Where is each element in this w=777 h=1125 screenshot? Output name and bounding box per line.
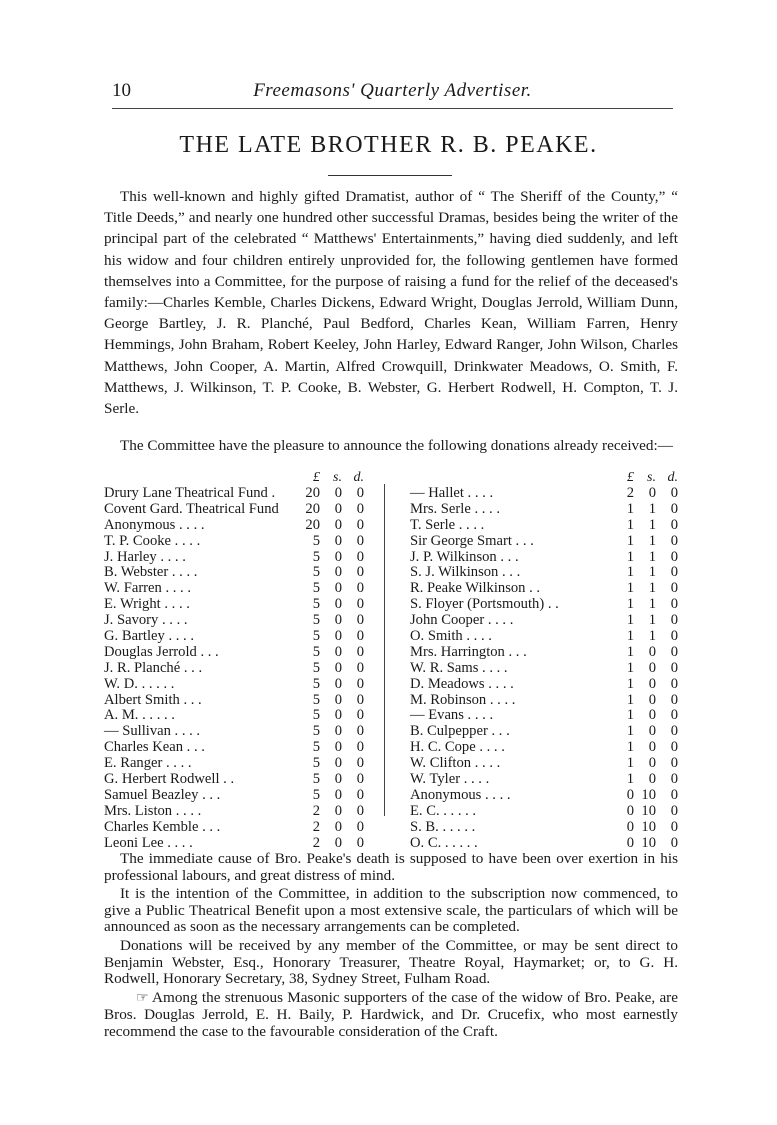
donation-shillings: 10	[641, 818, 656, 835]
donation-pounds: 1	[626, 643, 634, 660]
donation-pence: 0	[670, 612, 678, 629]
donor-name: E. Wright . . . .	[104, 596, 190, 613]
donation-pounds: 1	[626, 659, 634, 676]
donation-pence: 0	[670, 548, 678, 565]
donation-shillings: 0	[648, 485, 656, 501]
donation-shillings: 0	[648, 691, 656, 708]
donation-row	[410, 820, 678, 836]
donation-shillings: 0	[334, 834, 342, 851]
donation-pence: 0	[356, 612, 364, 629]
donation-pounds: 0	[626, 834, 634, 851]
donation-pounds: 0	[626, 786, 634, 803]
donation-row	[104, 756, 364, 772]
donation-row	[104, 804, 364, 820]
donation-shillings: 10	[641, 834, 656, 851]
donation-pounds: 5	[312, 723, 320, 740]
donation-pence: 0	[670, 485, 678, 501]
donation-row	[104, 661, 364, 677]
donation-pounds: 1	[626, 739, 634, 756]
committee-paragraph	[104, 437, 678, 454]
donor-name: E. C. . . . . .	[410, 802, 477, 819]
supporters-note	[104, 990, 678, 1041]
donation-pence: 0	[670, 643, 678, 660]
intro-text: This well-known and highly gifted Dramatist, author of “ The Sheriff of the County,” “ Title Deeds,” and nearly one hundred other successful Dramas, besides being the writer of the principal part of the celebrated “ Matthews' Entertainments,” having died suddenly, and left his widow and four children entirely unprovided for, the following gentlemen have formed themselves into a Committee, for the purpose of raising a fund for the relief of the deceased's family:—Charles Kemble, Charles Dickens, Edward Wright, Douglas Jerrold, William Dunn, George Bartley, J. R. Planché, Paul Bedford, Charles Kean, William Farren, Henry Hemmings, John Braham, Robert Keeley, John Harley, Edward Ranger, John Wilson, Charles Matthews, John Cooper, A. Martin, Alfred Crowquill, Drinkwater Meadows, O. Smith, F. Matthews, J. Wilkinson, T. P. Cooke, B. Webster, G. Herbert Rodwell, H. Compton, T. J. Serle.	[104, 188, 678, 418]
donation-shillings: 0	[334, 628, 342, 645]
donation-shillings: 0	[334, 548, 342, 565]
donor-name: R. Peake Wilkinson . .	[410, 580, 541, 597]
donation-pounds: 1	[626, 516, 634, 533]
donation-shillings: 0	[334, 500, 342, 517]
donor-name: Sir George Smart . . .	[410, 532, 534, 549]
donation-shillings: 0	[334, 580, 342, 597]
donation-pounds: 1	[626, 612, 634, 629]
donation-pence: 0	[670, 723, 678, 740]
donation-pence: 0	[356, 707, 364, 724]
donation-pence: 0	[356, 818, 364, 835]
donation-row	[104, 565, 364, 581]
donation-row	[104, 518, 364, 534]
donor-name: — Sullivan . . . .	[104, 723, 201, 740]
donation-pounds: 1	[626, 532, 634, 549]
donation-pence: 0	[356, 548, 364, 565]
donation-pence: 0	[356, 564, 364, 581]
donor-name: W. Farren . . . .	[104, 580, 192, 597]
donation-shillings: 0	[334, 771, 342, 788]
donation-shillings: 1	[648, 564, 656, 581]
donation-pounds: 1	[626, 596, 634, 613]
donation-pounds: 1	[626, 691, 634, 708]
donation-pounds: 20	[305, 485, 320, 501]
donor-name: Douglas Jerrold . . .	[104, 643, 219, 660]
donation-pounds: 1	[626, 628, 634, 645]
donation-pounds: 5	[312, 612, 320, 629]
donor-name: B. Webster . . . .	[104, 564, 198, 581]
donation-shillings: 0	[334, 612, 342, 629]
donation-pounds: 5	[312, 675, 320, 692]
donation-shillings: 0	[334, 516, 342, 533]
donor-name: S. J. Wilkinson . . .	[410, 564, 521, 581]
donation-pence: 0	[356, 786, 364, 803]
donation-shillings: 0	[648, 707, 656, 724]
donation-shillings: 0	[334, 707, 342, 724]
donation-shillings: 1	[648, 548, 656, 565]
donation-shillings: 1	[648, 596, 656, 613]
intro-paragraph	[104, 186, 678, 419]
donor-name: J. Savory . . . .	[104, 612, 188, 629]
donation-shillings: 10	[641, 802, 656, 819]
donation-row	[104, 772, 364, 788]
donor-name: Covent Gard. Theatrical Fund	[104, 500, 279, 517]
donation-shillings: 1	[648, 500, 656, 517]
donation-shillings: 1	[648, 532, 656, 549]
donor-name: T. Serle . . . .	[410, 516, 485, 533]
donation-shillings: 0	[648, 675, 656, 692]
donor-name: J. P. Wilkinson . . .	[410, 548, 519, 565]
donation-shillings: 0	[334, 786, 342, 803]
donation-pounds: 2	[312, 818, 320, 835]
article-title: THE LATE BROTHER R. B. PEAKE.	[179, 132, 598, 158]
donation-pounds: 5	[312, 691, 320, 708]
donations-left-column	[104, 470, 364, 851]
closing-paragraph: Donations will be received by any member of the Committee, or may be sent direct to Benjamin Webster, Esq., Honorary Treasurer, Theatre Royal, Haymarket; or, to G. H. Rodwell, Honorary Secretary, 38, Sydney Street, Fulham Road.	[104, 936, 678, 988]
donation-row	[410, 693, 678, 709]
donor-name: G. Bartley . . . .	[104, 628, 194, 645]
donation-pence: 0	[670, 580, 678, 597]
donor-name: Charles Kemble . . .	[104, 818, 221, 835]
donation-shillings: 1	[648, 516, 656, 533]
donation-row	[104, 613, 364, 629]
donation-row	[104, 693, 364, 709]
donor-name: A. M. . . . . .	[104, 707, 175, 724]
donation-pounds: 5	[312, 786, 320, 803]
pounds-header: £	[627, 470, 634, 485]
donation-row	[410, 486, 678, 502]
running-head	[112, 80, 673, 104]
donor-name: Mrs. Liston . . . .	[104, 802, 202, 819]
donor-name: Drury Lane Theatrical Fund .	[104, 485, 276, 501]
donation-row	[410, 661, 678, 677]
donation-row	[104, 788, 364, 804]
donation-pence: 0	[356, 771, 364, 788]
donation-shillings: 0	[334, 723, 342, 740]
donation-pence: 0	[356, 834, 364, 851]
page-number: 10	[112, 80, 131, 101]
donation-shillings: 0	[334, 596, 342, 613]
donation-shillings: 0	[648, 755, 656, 772]
donation-row	[104, 740, 364, 756]
donation-shillings: 0	[334, 485, 342, 501]
donation-row	[104, 645, 364, 661]
donation-pence: 0	[356, 628, 364, 645]
donation-pence: 0	[356, 516, 364, 533]
shillings-header: s.	[333, 470, 342, 485]
donation-pounds: 5	[312, 643, 320, 660]
donation-shillings: 0	[334, 818, 342, 835]
donation-row	[410, 645, 678, 661]
donation-pounds: 20	[305, 516, 320, 533]
currency-header	[104, 470, 364, 486]
donation-shillings: 0	[334, 755, 342, 772]
donation-shillings: 1	[648, 612, 656, 629]
donation-pounds: 5	[312, 548, 320, 565]
donation-pence: 0	[356, 485, 364, 501]
donation-shillings: 0	[334, 564, 342, 581]
donation-shillings: 0	[334, 675, 342, 692]
donor-name: W. R. Sams . . . .	[410, 659, 508, 676]
donation-row	[410, 724, 678, 740]
donation-row	[410, 708, 678, 724]
donation-row	[104, 708, 364, 724]
donor-name: S. Floyer (Portsmouth) . .	[410, 596, 559, 613]
donor-name: S. B. . . . . .	[410, 818, 476, 835]
donation-pounds: 1	[626, 755, 634, 772]
donation-row	[410, 597, 678, 613]
donation-pounds: 5	[312, 659, 320, 676]
donation-pounds: 5	[312, 564, 320, 581]
donation-row	[104, 597, 364, 613]
donation-row	[410, 581, 678, 597]
donation-row	[410, 804, 678, 820]
donation-row	[104, 629, 364, 645]
donation-pounds: 5	[312, 707, 320, 724]
donation-pounds: 1	[626, 564, 634, 581]
header-rule	[112, 108, 673, 109]
donation-row	[410, 613, 678, 629]
donation-pounds: 1	[626, 580, 634, 597]
donation-shillings: 0	[334, 659, 342, 676]
column-divider	[384, 484, 385, 816]
donation-pence: 0	[356, 659, 364, 676]
donation-pence: 0	[356, 532, 364, 549]
donation-row	[104, 724, 364, 740]
donation-pence: 0	[356, 675, 364, 692]
donation-pence: 0	[670, 596, 678, 613]
donation-pounds: 1	[626, 771, 634, 788]
donation-shillings: 0	[648, 771, 656, 788]
closing-paragraph: The immediate cause of Bro. Peake's death is supposed to have been over exertion in his professional labours, and great distress of mind.	[104, 850, 678, 884]
donation-row	[104, 820, 364, 836]
donor-name: O. Smith . . . .	[410, 628, 492, 645]
donation-pounds: 5	[312, 771, 320, 788]
donation-pence: 0	[356, 739, 364, 756]
donation-pence: 0	[670, 564, 678, 581]
donor-name: Anonymous . . . .	[410, 786, 511, 803]
donation-row	[104, 534, 364, 550]
donor-name: E. Ranger . . . .	[104, 755, 192, 772]
donation-shillings: 0	[648, 739, 656, 756]
donation-pence: 0	[670, 771, 678, 788]
donor-name: Leoni Lee . . . .	[104, 834, 193, 851]
donation-pounds: 2	[312, 802, 320, 819]
journal-title: Freemasons' Quarterly Advertiser.	[253, 80, 532, 101]
donation-pence: 0	[356, 643, 364, 660]
donation-row	[410, 565, 678, 581]
donation-pence: 0	[356, 691, 364, 708]
donor-name: Samuel Beazley . . .	[104, 786, 221, 803]
donation-row	[410, 772, 678, 788]
donation-pounds: 1	[626, 723, 634, 740]
donation-pence: 0	[670, 675, 678, 692]
donation-row	[410, 756, 678, 772]
donation-shillings: 0	[334, 643, 342, 660]
donation-row	[410, 788, 678, 804]
currency-header	[410, 470, 678, 486]
donation-pounds: 2	[312, 834, 320, 851]
donation-pence: 0	[670, 659, 678, 676]
donation-pounds: 20	[305, 500, 320, 517]
donation-row	[410, 502, 678, 518]
donation-row	[104, 581, 364, 597]
pence-header: d.	[353, 470, 364, 485]
donation-pence: 0	[670, 532, 678, 549]
donation-shillings: 0	[334, 691, 342, 708]
donation-pence: 0	[670, 691, 678, 708]
donor-name: W. Tyler . . . .	[410, 771, 490, 788]
donor-name: D. Meadows . . . .	[410, 675, 514, 692]
donation-pence: 0	[356, 802, 364, 819]
donation-pence: 0	[670, 739, 678, 756]
pounds-header: £	[313, 470, 320, 485]
donation-row	[410, 518, 678, 534]
donation-pounds: 5	[312, 580, 320, 597]
donation-pence: 0	[670, 500, 678, 517]
donation-pence: 0	[670, 786, 678, 803]
donation-pence: 0	[670, 628, 678, 645]
donation-shillings: 1	[648, 628, 656, 645]
donation-row	[104, 677, 364, 693]
donation-pence: 0	[670, 516, 678, 533]
donation-shillings: 0	[648, 723, 656, 740]
donation-pence: 0	[670, 755, 678, 772]
donation-pounds: 5	[312, 628, 320, 645]
donor-name: H. C. Cope . . . .	[410, 739, 505, 756]
donor-name: Anonymous . . . .	[104, 516, 205, 533]
donation-pounds: 5	[312, 739, 320, 756]
donor-name: — Hallet . . . .	[410, 485, 494, 501]
donation-pence: 0	[356, 723, 364, 740]
donation-shillings: 0	[334, 739, 342, 756]
donation-shillings: 0	[334, 802, 342, 819]
committee-text: The Committee have the pleasure to announce the following donations already received:—	[120, 437, 673, 454]
donation-pounds: 2	[626, 485, 634, 501]
donor-name: Charles Kean . . .	[104, 739, 205, 756]
donation-pence: 0	[670, 707, 678, 724]
donor-name: Mrs. Serle . . . .	[410, 500, 500, 517]
donation-row	[410, 740, 678, 756]
donation-row	[410, 550, 678, 566]
donation-shillings: 0	[334, 532, 342, 549]
donor-name: Albert Smith . . .	[104, 691, 202, 708]
pence-header: d.	[667, 470, 678, 485]
donation-pounds: 5	[312, 596, 320, 613]
donation-pounds: 1	[626, 548, 634, 565]
donation-shillings: 10	[641, 786, 656, 803]
donation-row	[410, 677, 678, 693]
donations-right-column	[410, 470, 678, 851]
donation-pounds: 5	[312, 755, 320, 772]
donor-name: W. D. . . . . .	[104, 675, 175, 692]
donation-pounds: 0	[626, 802, 634, 819]
donation-pence: 0	[356, 755, 364, 772]
donation-pounds: 1	[626, 675, 634, 692]
donation-row	[104, 502, 364, 518]
shillings-header: s.	[647, 470, 656, 485]
closing-paragraph: It is the intention of the Committee, in addition to the subscription now commenced, to give a Public Theatrical Benefit upon a most extensive scale, the particulars of which will be announced as soon as the necessary arrangements can be completed.	[104, 885, 678, 936]
donation-pounds: 1	[626, 500, 634, 517]
donor-name: B. Culpepper . . .	[410, 723, 510, 740]
donor-name: Mrs. Harrington . . .	[410, 643, 527, 660]
donor-name: W. Clifton . . . .	[410, 755, 501, 772]
donation-shillings: 0	[648, 659, 656, 676]
title-rule	[328, 175, 452, 176]
supporters-text: Among the strenuous Masonic supporters of the case of the widow of Bro. Peake, are Bros. Douglas Jerrold, E. H. Baily, P. Hardwick, and Dr. Crucefix, who most earnestly recommend the case to the favourable consideration of the Craft.	[104, 988, 678, 1040]
donation-pence: 0	[670, 818, 678, 835]
donation-row	[104, 550, 364, 566]
donor-name: M. Robinson . . . .	[410, 691, 516, 708]
donation-pence: 0	[670, 834, 678, 851]
donor-name: G. Herbert Rodwell . .	[104, 771, 235, 788]
donation-row	[104, 486, 364, 502]
donation-pence: 0	[670, 802, 678, 819]
donation-pounds: 1	[626, 707, 634, 724]
donor-name: John Cooper . . . .	[410, 612, 514, 629]
donation-pounds: 5	[312, 532, 320, 549]
donor-name: J. Harley . . . .	[104, 548, 186, 565]
closing-section	[104, 851, 678, 1043]
donation-pounds: 0	[626, 818, 634, 835]
donor-name: J. R. Planché . . .	[104, 659, 203, 676]
donor-name: O. C. . . . . .	[410, 834, 478, 851]
donation-pence: 0	[356, 580, 364, 597]
donor-name: T. P. Cooke . . . .	[104, 532, 201, 549]
donation-shillings: 1	[648, 580, 656, 597]
donation-pence: 0	[356, 596, 364, 613]
donation-row	[410, 629, 678, 645]
donor-name: — Evans . . . .	[410, 707, 494, 724]
donation-shillings: 0	[648, 643, 656, 660]
donation-row	[410, 534, 678, 550]
donation-pence: 0	[356, 500, 364, 517]
pointing-hand-icon: ☞	[136, 990, 149, 1006]
